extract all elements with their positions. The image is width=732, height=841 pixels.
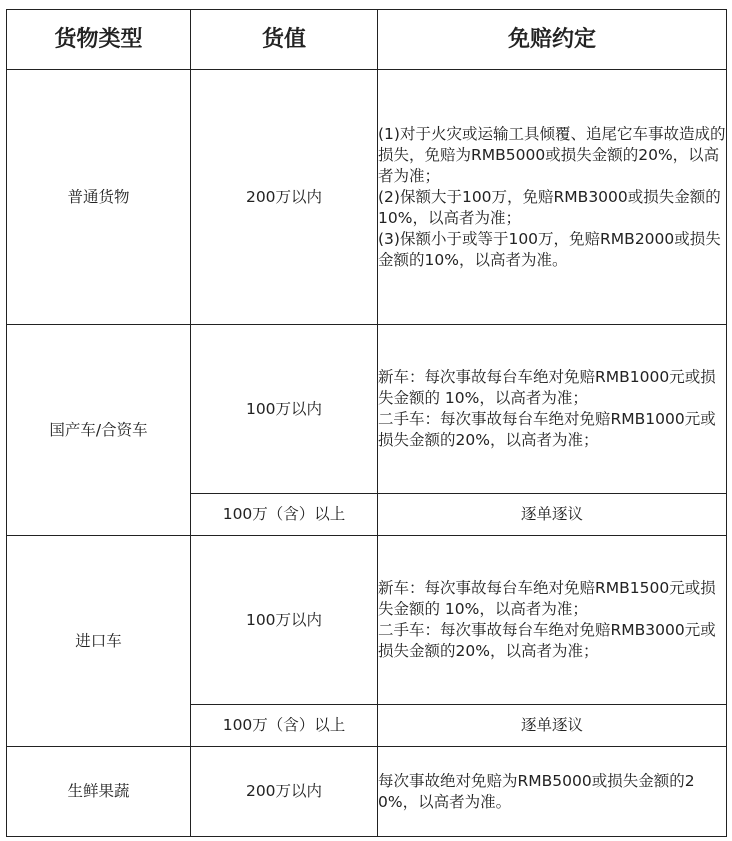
deductible-cell: 逐单逐议 [378, 494, 727, 536]
deductible-term: 新车：每次事故每台车绝对免赔RMB1000元或损失金额的 10%，以高者为准； [378, 368, 716, 407]
cargo-type-cell: 国产车/合资车 [7, 325, 191, 536]
table-row-imported-car [7, 536, 727, 705]
table-row-general [7, 70, 727, 325]
deductible-cell [378, 70, 727, 325]
cargo-type-cell: 生鲜果蔬 [7, 747, 191, 837]
cargo-type-cell: 普通货物 [7, 70, 191, 325]
cargo-value-cell: 100万（含）以上 [191, 705, 378, 747]
deductible-cell [378, 536, 727, 705]
cargo-value-cell: 200万以内 [191, 70, 378, 325]
table-row-domestic-car [7, 325, 727, 494]
header-deductible: 免赔约定 [378, 10, 727, 70]
deductible-cell: 逐单逐议 [378, 705, 727, 747]
deductible-term: 新车：每次事故每台车绝对免赔RMB1500元或损失金额的 10%，以高者为准； [378, 579, 716, 618]
cargo-value-cell: 200万以内 [191, 747, 378, 837]
cargo-value-cell: 100万以内 [191, 536, 378, 705]
deductible-cell: 每次事故绝对免赔为RMB5000或损失金额的20%，以高者为准。 [378, 747, 727, 837]
header-cargo-type: 货物类型 [7, 10, 191, 70]
deductible-term: 二手车：每次事故每台车绝对免赔RMB3000元或损失金额的20%，以高者为准； [378, 621, 716, 660]
deductible-cell [378, 325, 727, 494]
cargo-type-cell: 进口车 [7, 536, 191, 747]
deductible-term: (1)对于火灾或运输工具倾覆、追尾它车事故造成的损失，免赔为RMB5000或损失金额的20%，以高者为准； [378, 124, 726, 185]
header-cargo-value: 货值 [191, 10, 378, 70]
cargo-value-cell: 100万（含）以上 [191, 494, 378, 536]
deductible-term: 二手车：每次事故每台车绝对免赔RMB1000元或损失金额的20%，以高者为准； [378, 410, 716, 449]
deductible-term: (3)保额小于或等于100万，免赔RMB2000或损失金额的10%，以高者为准。 [378, 229, 721, 269]
table-row-fresh-produce [7, 747, 727, 837]
cargo-value-cell: 100万以内 [191, 325, 378, 494]
deductible-term: (2)保额大于100万，免赔RMB3000或损失金额的10%，以高者为准； [378, 187, 721, 227]
deductible-table [6, 9, 727, 837]
header-row [7, 10, 727, 70]
